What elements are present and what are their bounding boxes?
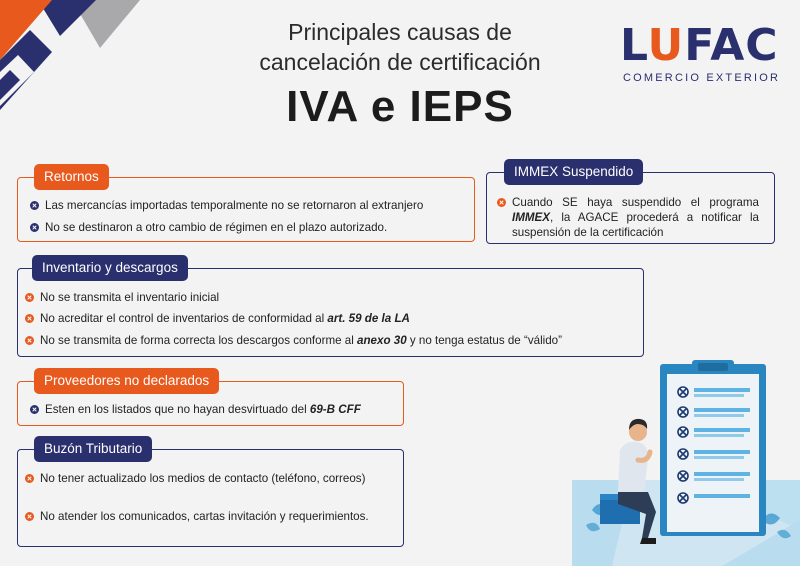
page-title: IVA e IEPS [286, 82, 514, 131]
inventario-title: Inventario y descargos [32, 255, 188, 281]
x-circle-icon [25, 474, 34, 483]
x-circle-icon [30, 201, 39, 210]
checklist-person-illustration [572, 360, 800, 566]
logo-subtitle: COMERCIO EXTERIOR [623, 72, 781, 84]
list-item: No tener actualizado los medios de contacto (teléfono, correos) [25, 471, 395, 486]
x-circle-icon [497, 198, 506, 207]
title-line-1: Principales causas de [288, 19, 512, 45]
x-circle-icon [25, 293, 34, 302]
list-item: Esten en los listados que no hayan desvirtuado del 69-B CFF [30, 402, 395, 417]
buzon-box [17, 449, 404, 547]
list-item: No se transmita de forma correcta los descargos conforme al anexo 30 y no tenga estatus de “válido” [25, 333, 635, 348]
list-item: Cuando SE haya suspendido el programa IMMEX, la AGACE procederá a notificar la suspensión de la certificación [497, 195, 759, 240]
buzon-title: Buzón Tributario [34, 436, 152, 462]
logo-wordmark: LUFAC [620, 20, 779, 71]
corner-decoration [0, 0, 170, 130]
immex-title: IMMEX Suspendido [504, 159, 643, 185]
title-line-2: cancelación de certificación [259, 49, 541, 75]
x-circle-icon [25, 314, 34, 323]
list-item: No atender los comunicados, cartas invitación y requerimientos. [25, 509, 395, 524]
x-circle-icon [25, 336, 34, 345]
x-circle-icon [25, 512, 34, 521]
x-circle-icon [30, 223, 39, 232]
x-circle-icon [30, 405, 39, 414]
list-item: No acreditar el control de inventarios de conformidad al art. 59 de la LA [25, 311, 635, 326]
list-item: Las mercancías importadas temporalmente no se retornaron al extranjero [30, 198, 470, 213]
retornos-title: Retornos [34, 164, 109, 190]
lufac-logo [620, 22, 790, 92]
list-item: No se destinaron a otro cambio de régimen en el plazo autorizado. [30, 220, 470, 235]
list-item: No se transmita el inventario inicial [25, 290, 635, 305]
proveedores-title: Proveedores no declarados [34, 368, 219, 394]
